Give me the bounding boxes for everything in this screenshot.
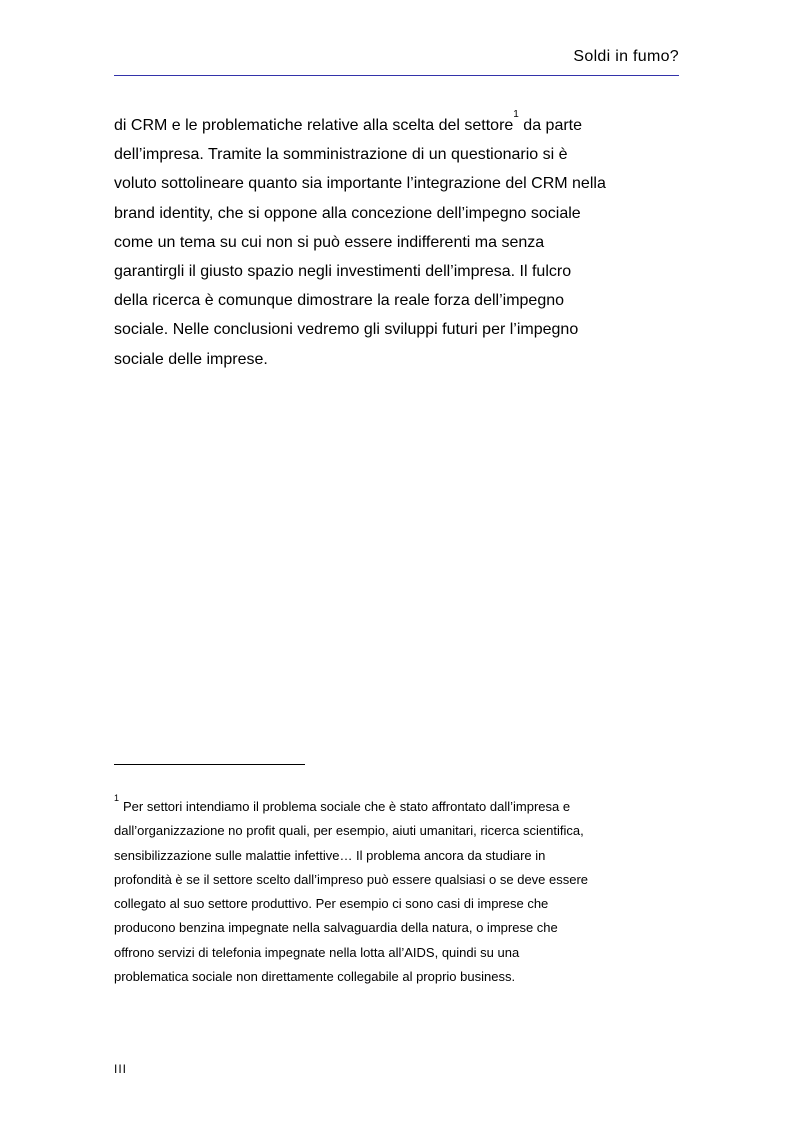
footnote-line: collegato al suo settore produttivo. Per esempio ci sono casi di imprese che <box>114 896 549 912</box>
page-number: III <box>114 1062 128 1076</box>
body-line-tail: da parte <box>518 117 583 134</box>
footnote-line: producono benzina impegnate nella salvaguardia della natura, o imprese che <box>114 920 558 936</box>
footnote-line: dall’organizzazione no profit quali, per esempio, aiuti umanitari, ricerca scientifica, <box>114 823 584 839</box>
running-title: Soldi in fumo? <box>573 48 679 65</box>
body-line: come un tema su cui non si può essere indifferenti ma senza <box>114 233 545 251</box>
footnote-line-text: Per settori intendiamo il problema sociale che è stato affrontato dall’impresa e <box>123 799 571 814</box>
footnote <box>114 792 684 989</box>
body-line: della ricerca è comunque dimostrare la reale forza dell’impegno <box>114 292 565 310</box>
body-line: dell’impresa. Tramite la somministrazione di un questionario si è <box>114 146 568 164</box>
footnote-line: sensibilizzazione sulle malattie infettive… Il problema ancora da studiare in <box>114 847 546 863</box>
footnote-reference[interactable]: 1 <box>513 108 519 120</box>
footnote-line: problematica sociale non direttamente collegabile al proprio business. <box>114 969 516 985</box>
body-line: sociale. Nelle conclusioni vedremo gli sviluppi futuri per l’impegno <box>114 321 579 339</box>
header-rule <box>114 75 679 76</box>
body-line <box>114 108 684 140</box>
body-paragraph <box>114 108 684 374</box>
page-header <box>114 46 679 78</box>
body-line-text: di CRM e le problematiche relative alla scelta del settore <box>114 117 514 134</box>
footnote-marker: 1 <box>114 792 120 803</box>
footnote-line: offrono servizi di telefonia impegnate nella lotta all’AIDS, quindi su una <box>114 944 520 960</box>
footnote-separator <box>114 764 305 765</box>
footnote-line: profondità è se il settore scelto dall’impreso può essere qualsiasi o se deve essere <box>114 871 589 887</box>
body-line: garantirgli il giusto spazio negli investimenti dell’impresa. Il fulcro <box>114 263 572 281</box>
body-line: brand identity, che si oppone alla concezione dell’impegno sociale <box>114 204 581 222</box>
footnote-line <box>114 792 684 819</box>
body-line: sociale delle imprese. <box>114 350 268 368</box>
body-line: voluto sottolineare quanto sia importante l’integrazione del CRM nella <box>114 175 606 193</box>
